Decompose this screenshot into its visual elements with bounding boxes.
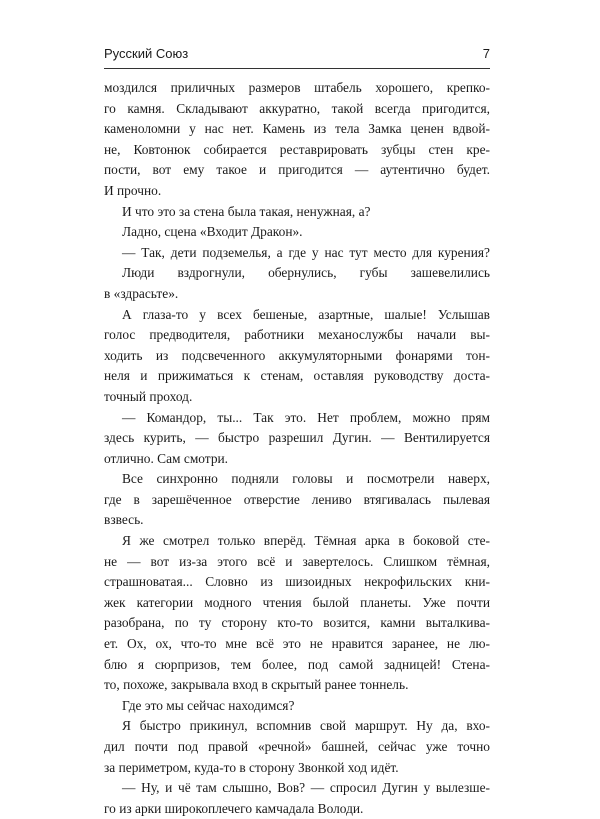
text-line: ет. Ох, ох, что-то мне всё это не нравится заранее, не лю- xyxy=(104,636,490,652)
body-text xyxy=(104,78,490,819)
text-line: — Так, дети подземелья, а где у нас тут место для курения? xyxy=(122,244,490,260)
text-line: за периметром, куда-то в сторону Звонкой ход идёт. xyxy=(104,759,399,775)
header-rule xyxy=(104,68,490,69)
text-line: И что это за стена была такая, ненужная, а? xyxy=(122,203,371,219)
text-line: мoздился приличных размеров штабель хорошего, крепко- xyxy=(104,80,490,95)
text-line: Я же смотрел только вперёд. Тёмная арка в боковой сте- xyxy=(122,533,490,549)
text-line: И прочно. xyxy=(104,182,162,198)
text-line: Я быстро прикинул, вспомнив свой маршрут. Ну да, вхо- xyxy=(122,718,490,734)
text-line: неля и прижиматься к стенам, оставляя руководству доста- xyxy=(104,368,490,384)
text-line: в «здрасьте». xyxy=(104,285,179,301)
text-line: дил почти под правой «речной» башней, сейчас уже точно xyxy=(104,739,490,754)
running-head xyxy=(104,46,490,61)
text-line: ходить из подсвеченного аккумуляторными фонарями тон- xyxy=(104,347,490,363)
text-line: Где это мы сейчас находимся? xyxy=(122,697,295,713)
text-line: Ладно, сцена «Входит Дракон». xyxy=(122,224,303,240)
text-line: го камня. Складывают аккуратно, такой всегда пригодится, xyxy=(104,100,490,116)
text-line: жек категории модного чтения былой планеты. Уже почти xyxy=(104,594,490,610)
text-line: взвесь. xyxy=(104,512,144,528)
text-line: то, похоже, закрывала вход в скрытый ранее тоннель. xyxy=(104,677,409,693)
text-line: А глаза-то у всех бешеные, азартные, шалые! Услышав xyxy=(122,306,490,322)
running-title: Русский Союз xyxy=(104,46,189,61)
text-line: пости, вот ему такое и пригодится — аутентично будет. xyxy=(104,162,490,178)
text-line: не, Ковтонюк собирается реставрировать зубцы стен кре- xyxy=(104,141,490,157)
text-line: где в зарешёченное отверстие лениво втягивалась пылевая xyxy=(104,491,490,507)
text-line: го из арки широкоплечего камчадала Володи. xyxy=(104,800,364,816)
text-line: — Командор, ты... Так это. Нет проблем, можно прям xyxy=(122,409,490,425)
text-line: блю я сюрпризов, тем более, под самой задницей! Стена- xyxy=(104,656,490,672)
text-line: страшноватая... Словно из шизоидных некрофильских кни- xyxy=(104,574,490,590)
text-line: не — вот из-за этого всё и завертелось. Слишком тёмная, xyxy=(104,553,490,569)
text-line: точный проход. xyxy=(104,388,193,404)
text-line: каменоломни у нас нет. Камень из тела Замка ценен вдвой- xyxy=(104,121,490,137)
text-line: Люди вздрогнули, обернулись, губы зашевелились xyxy=(122,265,490,281)
text-line: Все синхронно подняли головы и посмотрели наверх, xyxy=(122,471,490,487)
text-line: — Ну, и чё там слышно, Вов? — спросил Дугин у вылезше- xyxy=(122,780,490,796)
text-line: голос предводителя, работники механослужбы начали вы- xyxy=(104,327,490,343)
page-number: 7 xyxy=(482,46,490,61)
text-line: разобрана, по ту сторону кто-то возится, камни выталкива- xyxy=(104,615,490,631)
text-line: отлично. Сам смотри. xyxy=(104,450,229,466)
text-line: здесь курить, — быстро разрешил Дугин. — Вентилируется xyxy=(104,430,490,446)
